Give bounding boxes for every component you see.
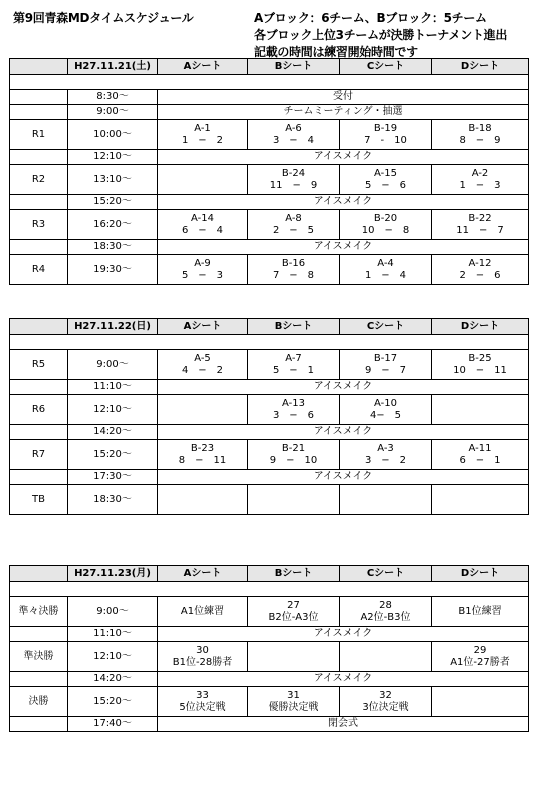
- schedule-table: [9, 565, 529, 732]
- match-id: B-20: [373, 212, 398, 224]
- sheet-header: Aシート: [158, 59, 248, 75]
- match-id: A-8: [285, 212, 302, 224]
- event-row: [10, 425, 529, 440]
- match-cell: [158, 642, 248, 672]
- match-id: A-5: [194, 352, 211, 364]
- match-id: 32: [379, 689, 392, 701]
- time-cell: 9:00～: [68, 597, 158, 627]
- match-teams: B1位-28勝者: [172, 656, 233, 668]
- match-id: 29: [473, 644, 487, 656]
- sheet-header: Bシート: [248, 566, 340, 582]
- round-row: [10, 395, 529, 425]
- match-id: A-15: [374, 167, 397, 179]
- match-teams: 6 − 1: [459, 454, 501, 466]
- match-id: A-13: [282, 397, 305, 409]
- match-id: B-22: [468, 212, 492, 224]
- match-cell: [158, 687, 248, 717]
- time-cell: 9:00～: [68, 350, 158, 380]
- match-id: 27: [287, 599, 300, 611]
- round-label: [10, 672, 68, 687]
- match-cell: [432, 440, 529, 470]
- event-cell: アイスメイク: [158, 425, 529, 440]
- spacer-row: [10, 582, 529, 597]
- match-cell: [432, 485, 529, 515]
- match-id: B-24: [281, 167, 306, 179]
- match-teams: 10 − 8: [361, 224, 410, 236]
- match-id: A-7: [285, 352, 302, 364]
- schedule-table: [9, 318, 529, 515]
- match-teams: 10 − 11: [453, 364, 507, 376]
- round-label: R3: [10, 210, 68, 240]
- round-row: [10, 642, 529, 672]
- match-id: A-1: [194, 122, 211, 134]
- round-row: [10, 485, 529, 515]
- match-id: A-12: [468, 257, 492, 269]
- event-row: [10, 470, 529, 485]
- event-row: [10, 717, 529, 732]
- time-cell: 14:20～: [68, 425, 158, 440]
- time-cell: 19:30～: [68, 255, 158, 285]
- header-row: [10, 59, 529, 75]
- round-label: [10, 717, 68, 732]
- event-row: [10, 380, 529, 395]
- event-row: [10, 90, 529, 105]
- note-practice: 記載の時間は練習開始時間です: [254, 45, 418, 59]
- time-cell: 15:20～: [68, 440, 158, 470]
- date-header: H27.11.23(月): [68, 566, 158, 582]
- time-cell: 18:30～: [68, 240, 158, 255]
- match-teams: 8 − 11: [178, 454, 227, 466]
- match-id: B1位練習: [458, 605, 502, 617]
- sheet-header: Cシート: [340, 566, 432, 582]
- match-cell: [340, 642, 432, 672]
- event-cell: アイスメイク: [158, 195, 529, 210]
- sheet-header: Dシート: [432, 566, 529, 582]
- match-teams: 2 − 6: [459, 269, 501, 281]
- match-id: B-21: [281, 442, 306, 454]
- match-cell: [248, 255, 340, 285]
- time-cell: 18:30～: [68, 485, 158, 515]
- event-cell: アイスメイク: [158, 672, 529, 687]
- match-teams: 1 − 3: [459, 179, 501, 191]
- match-cell: [432, 120, 529, 150]
- match-id: B-18: [468, 122, 492, 134]
- round-label: [10, 380, 68, 395]
- match-id: A-11: [468, 442, 492, 454]
- round-label: R5: [10, 350, 68, 380]
- match-teams: 5 − 1: [272, 364, 315, 376]
- match-teams: 優勝決定戦: [268, 701, 319, 713]
- header-row: [10, 566, 529, 582]
- match-cell: [340, 395, 432, 425]
- match-id: A-3: [377, 442, 394, 454]
- time-cell: 9:00～: [68, 105, 158, 120]
- event-cell: アイスメイク: [158, 240, 529, 255]
- header-row: [10, 319, 529, 335]
- match-cell: [158, 440, 248, 470]
- time-cell: 13:10～: [68, 165, 158, 195]
- event-row: [10, 240, 529, 255]
- event-cell: 閉会式: [158, 717, 529, 732]
- note-advance: 各ブロック上位3チームが決勝トーナメント進出: [254, 28, 508, 42]
- match-teams: 11 − 7: [456, 224, 504, 236]
- sheet-header: Cシート: [340, 319, 432, 335]
- round-label: 準々決勝: [10, 597, 68, 627]
- event-row: [10, 105, 529, 120]
- match-cell: [248, 485, 340, 515]
- round-label: 準決勝: [10, 642, 68, 672]
- schedule-table: [9, 58, 529, 285]
- time-cell: 12:10～: [68, 150, 158, 165]
- match-teams: 6 − 4: [181, 224, 224, 236]
- round-label: [10, 627, 68, 642]
- match-teams: 2 − 5: [272, 224, 315, 236]
- time-cell: 11:10～: [68, 380, 158, 395]
- note-blocks: Aブロック：6チーム、Bブロック：5チーム: [254, 11, 487, 25]
- match-cell: [340, 440, 432, 470]
- date-header: H27.11.22(日): [68, 319, 158, 335]
- round-row: [10, 120, 529, 150]
- match-teams: 7 − 8: [272, 269, 315, 281]
- round-label: R2: [10, 165, 68, 195]
- match-teams: 9 − 7: [364, 364, 407, 376]
- time-cell: 11:10～: [68, 627, 158, 642]
- sheet-header: Aシート: [158, 566, 248, 582]
- match-teams: 1 − 4: [364, 269, 407, 281]
- spacer-row: [10, 75, 529, 90]
- time-cell: 17:40～: [68, 717, 158, 732]
- match-id: A-4: [377, 257, 394, 269]
- round-row: [10, 255, 529, 285]
- round-row: [10, 350, 529, 380]
- sheet-header: Dシート: [432, 59, 529, 75]
- match-teams: 3 − 4: [272, 134, 315, 146]
- round-row: [10, 687, 529, 717]
- event-cell: アイスメイク: [158, 627, 529, 642]
- event-row: [10, 672, 529, 687]
- match-id: B-17: [373, 352, 398, 364]
- match-cell: [340, 485, 432, 515]
- round-label: R7: [10, 440, 68, 470]
- round-row: [10, 165, 529, 195]
- match-id: A-10: [374, 397, 397, 409]
- event-row: [10, 195, 529, 210]
- match-id: A1位練習: [180, 605, 225, 617]
- round-label: TB: [10, 485, 68, 515]
- match-id: 31: [287, 689, 300, 701]
- match-cell: [248, 120, 340, 150]
- match-teams: 11 − 9: [269, 179, 318, 191]
- match-id: A-6: [285, 122, 302, 134]
- match-cell: [340, 597, 432, 627]
- match-cell: [432, 165, 529, 195]
- match-teams: 4− 5: [369, 409, 402, 421]
- time-cell: 14:20～: [68, 672, 158, 687]
- match-id: B-16: [281, 257, 306, 269]
- event-cell: アイスメイク: [158, 470, 529, 485]
- match-cell: [248, 687, 340, 717]
- match-teams: A2位-B3位: [360, 611, 411, 623]
- time-cell: 15:20～: [68, 195, 158, 210]
- match-cell: [432, 687, 529, 717]
- match-id: B-25: [468, 352, 492, 364]
- match-cell: [158, 395, 248, 425]
- event-cell: 受付: [158, 90, 529, 105]
- match-cell: [432, 642, 529, 672]
- match-cell: [432, 350, 529, 380]
- round-label: [10, 240, 68, 255]
- event-cell: アイスメイク: [158, 150, 529, 165]
- time-cell: 15:20～: [68, 687, 158, 717]
- match-teams: 8 − 9: [459, 134, 501, 146]
- match-cell: [432, 395, 529, 425]
- event-cell: アイスメイク: [158, 380, 529, 395]
- match-id: 30: [196, 644, 209, 656]
- match-cell: [158, 485, 248, 515]
- match-cell: [340, 687, 432, 717]
- round-label: R1: [10, 120, 68, 150]
- match-id: A-2: [471, 167, 489, 179]
- time-cell: 16:20～: [68, 210, 158, 240]
- match-cell: [158, 597, 248, 627]
- time-cell: 12:10～: [68, 395, 158, 425]
- match-teams: 9 − 10: [269, 454, 318, 466]
- match-id: B-19: [373, 122, 398, 134]
- time-cell: 12:10～: [68, 642, 158, 672]
- match-cell: [248, 597, 340, 627]
- match-id: 28: [379, 599, 392, 611]
- schedule-day-2: [9, 318, 528, 515]
- time-cell: 17:30～: [68, 470, 158, 485]
- match-cell: [248, 395, 340, 425]
- time-cell: 10:00～: [68, 120, 158, 150]
- spacer-row: [10, 335, 529, 350]
- match-teams: 7 - 10: [364, 134, 407, 146]
- match-cell: [158, 120, 248, 150]
- round-label: 決勝: [10, 687, 68, 717]
- header-blank: [10, 566, 68, 582]
- event-row: [10, 627, 529, 642]
- round-label: R6: [10, 395, 68, 425]
- match-teams: 4 − 2: [181, 364, 224, 376]
- match-cell: [158, 210, 248, 240]
- match-teams: 3 − 6: [272, 409, 315, 421]
- sheet-header: Cシート: [340, 59, 432, 75]
- match-cell: [248, 210, 340, 240]
- round-label: [10, 425, 68, 440]
- header-blank: [10, 59, 68, 75]
- round-row: [10, 597, 529, 627]
- round-label: [10, 105, 68, 120]
- match-cell: [432, 210, 529, 240]
- sheet-header: Dシート: [432, 319, 529, 335]
- header-blank: [10, 319, 68, 335]
- match-id: A-14: [191, 212, 214, 224]
- round-row: [10, 210, 529, 240]
- match-cell: [340, 210, 432, 240]
- time-cell: 8:30～: [68, 90, 158, 105]
- match-id: A-9: [194, 257, 211, 269]
- sheet-header: Bシート: [248, 319, 340, 335]
- match-cell: [158, 350, 248, 380]
- match-cell: [158, 255, 248, 285]
- match-cell: [248, 165, 340, 195]
- round-row: [10, 440, 529, 470]
- match-id: B-23: [190, 442, 215, 454]
- match-teams: 1 − 2: [181, 134, 224, 146]
- match-cell: [158, 165, 248, 195]
- match-cell: [340, 120, 432, 150]
- match-teams: 5位決定戦: [179, 701, 226, 713]
- round-label: [10, 470, 68, 485]
- match-teams: 3 − 2: [364, 454, 407, 466]
- match-cell: [432, 597, 529, 627]
- schedule-day-3: [9, 565, 528, 732]
- round-label: R4: [10, 255, 68, 285]
- match-id: 33: [196, 689, 209, 701]
- schedule-day-1: [9, 58, 528, 285]
- date-header: H27.11.21(土): [68, 59, 158, 75]
- match-cell: [340, 165, 432, 195]
- round-label: [10, 195, 68, 210]
- event-row: [10, 150, 529, 165]
- match-cell: [340, 255, 432, 285]
- round-label: [10, 90, 68, 105]
- match-cell: [248, 642, 340, 672]
- match-teams: 5 − 6: [364, 179, 407, 191]
- match-cell: [248, 350, 340, 380]
- match-teams: A1位-27勝者: [450, 656, 510, 668]
- match-cell: [432, 255, 529, 285]
- match-teams: B2位-A3位: [268, 611, 319, 623]
- sheet-header: Bシート: [248, 59, 340, 75]
- sheet-header: Aシート: [158, 319, 248, 335]
- match-cell: [340, 350, 432, 380]
- match-teams: 5 − 3: [181, 269, 224, 281]
- round-label: [10, 150, 68, 165]
- event-cell: チームミーティング・抽選: [158, 105, 529, 120]
- match-cell: [248, 440, 340, 470]
- page-title: 第9回青森MDタイムスケジュール: [13, 11, 194, 25]
- match-teams: 3位決定戦: [362, 701, 409, 713]
